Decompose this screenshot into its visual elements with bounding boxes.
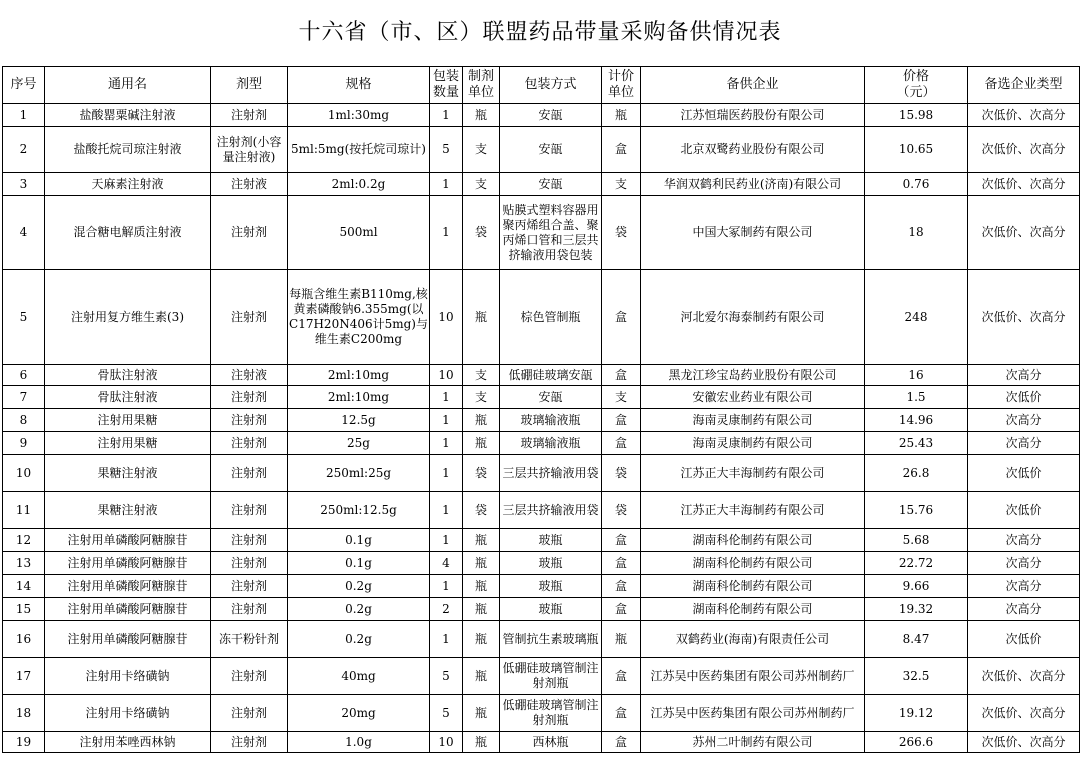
- cell-company: 河北爱尔海泰制药有限公司: [641, 270, 865, 365]
- cell-qty: 1: [430, 529, 463, 552]
- cell-spec: 500ml: [288, 196, 430, 270]
- cell-pack: 三层共挤输液用袋: [500, 492, 602, 529]
- cell-spec: 20mg: [288, 695, 430, 732]
- cell-company: 安徽宏业药业有限公司: [641, 386, 865, 409]
- cell-spec: 25g: [288, 432, 430, 455]
- cell-pack: 棕色管制瓶: [500, 270, 602, 365]
- cell-unit: 瓶: [463, 695, 500, 732]
- cell-qty: 4: [430, 552, 463, 575]
- cell-no: 15: [3, 598, 45, 621]
- cell-type: 次低价、次高分: [968, 695, 1080, 732]
- cell-no: 10: [3, 455, 45, 492]
- cell-price-unit: 袋: [602, 196, 641, 270]
- header-price-unit: [602, 67, 641, 104]
- cell-form: 注射剂: [211, 552, 288, 575]
- cell-no: 2: [3, 127, 45, 173]
- cell-qty: 1: [430, 492, 463, 529]
- cell-company: 江苏正大丰海制药有限公司: [641, 455, 865, 492]
- cell-qty: 5: [430, 658, 463, 695]
- cell-pack: 低硼硅玻璃管制注射剂瓶: [500, 695, 602, 732]
- cell-no: 4: [3, 196, 45, 270]
- cell-pack: 玻璃输液瓶: [500, 432, 602, 455]
- cell-pack: 安瓿: [500, 127, 602, 173]
- cell-no: 16: [3, 621, 45, 658]
- cell-form: 注射剂: [211, 104, 288, 127]
- cell-company: 海南灵康制药有限公司: [641, 432, 865, 455]
- cell-qty: 1: [430, 432, 463, 455]
- cell-pack: 玻瓶: [500, 598, 602, 621]
- cell-price-unit: 支: [602, 173, 641, 196]
- cell-price: 8.47: [865, 621, 968, 658]
- cell-unit: 瓶: [463, 598, 500, 621]
- cell-qty: 1: [430, 621, 463, 658]
- cell-unit: 瓶: [463, 104, 500, 127]
- cell-no: 19: [3, 732, 45, 753]
- cell-spec: 0.2g: [288, 621, 430, 658]
- cell-no: 12: [3, 529, 45, 552]
- cell-price: 15.98: [865, 104, 968, 127]
- cell-type: 次低价、次高分: [968, 104, 1080, 127]
- cell-company: 湖南科伦制药有限公司: [641, 529, 865, 552]
- cell-price-unit: 盒: [602, 365, 641, 386]
- cell-pack: 管制抗生素玻璃瓶: [500, 621, 602, 658]
- table-row: [3, 127, 1080, 173]
- cell-pack: 贴膜式塑料容器用聚丙烯组合盖、聚丙烯口管和三层共挤输液用袋包装: [500, 196, 602, 270]
- cell-unit: 瓶: [463, 658, 500, 695]
- cell-price: 32.5: [865, 658, 968, 695]
- cell-form: 注射剂: [211, 270, 288, 365]
- cell-form: 注射剂: [211, 658, 288, 695]
- cell-price-unit: 盒: [602, 409, 641, 432]
- cell-form: 注射剂: [211, 732, 288, 753]
- cell-name: 注射用卡络磺钠: [45, 695, 211, 732]
- cell-spec: 每瓶含维生素B110mg,核黄素磷酸钠6.355mg(以C17H20N406计5mg)与维生素C200mg: [288, 270, 430, 365]
- cell-pack: 西林瓶: [500, 732, 602, 753]
- cell-price-unit: 盒: [602, 529, 641, 552]
- cell-type: 次高分: [968, 365, 1080, 386]
- cell-company: 江苏吴中医药集团有限公司苏州制药厂: [641, 658, 865, 695]
- cell-price-unit: 盒: [602, 127, 641, 173]
- cell-price: 248: [865, 270, 968, 365]
- cell-pack: 玻瓶: [500, 529, 602, 552]
- table-row: [3, 409, 1080, 432]
- cell-unit: 瓶: [463, 529, 500, 552]
- cell-price: 0.76: [865, 173, 968, 196]
- cell-unit: 支: [463, 173, 500, 196]
- header-price: [865, 67, 968, 104]
- header-qty: [430, 67, 463, 104]
- cell-spec: 0.2g: [288, 575, 430, 598]
- cell-name: 果糖注射液: [45, 492, 211, 529]
- cell-price-unit: 盒: [602, 732, 641, 753]
- cell-name: 混合糖电解质注射液: [45, 196, 211, 270]
- cell-type: 次低价、次高分: [968, 196, 1080, 270]
- cell-unit: 瓶: [463, 732, 500, 753]
- cell-form: 注射剂(小容量注射液): [211, 127, 288, 173]
- cell-company: 黑龙江珍宝岛药业股份有限公司: [641, 365, 865, 386]
- cell-name: 注射用果糖: [45, 409, 211, 432]
- header-unit: [463, 67, 500, 104]
- cell-form: 注射剂: [211, 386, 288, 409]
- cell-name: 注射用单磷酸阿糖腺苷: [45, 598, 211, 621]
- cell-form: 注射剂: [211, 455, 288, 492]
- cell-type: 次低价、次高分: [968, 173, 1080, 196]
- cell-name: 注射用苯唑西林钠: [45, 732, 211, 753]
- cell-form: 注射剂: [211, 575, 288, 598]
- table-row: [3, 196, 1080, 270]
- cell-form: 注射液: [211, 173, 288, 196]
- cell-company: 北京双鹭药业股份有限公司: [641, 127, 865, 173]
- cell-qty: 10: [430, 365, 463, 386]
- table-row: [3, 552, 1080, 575]
- cell-no: 9: [3, 432, 45, 455]
- header-qty-line2: 数量: [432, 85, 459, 100]
- cell-pack: 安瓿: [500, 104, 602, 127]
- cell-price: 22.72: [865, 552, 968, 575]
- cell-unit: 袋: [463, 492, 500, 529]
- cell-spec: 0.1g: [288, 552, 430, 575]
- cell-price-unit: 盒: [602, 432, 641, 455]
- cell-price: 25.43: [865, 432, 968, 455]
- header-pack: 包装方式: [500, 67, 602, 104]
- cell-name: 注射用果糖: [45, 432, 211, 455]
- table-row: [3, 492, 1080, 529]
- cell-company: 苏州二叶制药有限公司: [641, 732, 865, 753]
- cell-form: 注射剂: [211, 409, 288, 432]
- cell-price: 1.5: [865, 386, 968, 409]
- cell-type: 次高分: [968, 432, 1080, 455]
- cell-type: 次低价: [968, 455, 1080, 492]
- cell-no: 3: [3, 173, 45, 196]
- header-type: 备选企业类型: [968, 67, 1080, 104]
- cell-form: 注射剂: [211, 529, 288, 552]
- header-spec: 规格: [288, 67, 430, 104]
- cell-spec: 0.1g: [288, 529, 430, 552]
- cell-no: 13: [3, 552, 45, 575]
- cell-type: 次低价、次高分: [968, 732, 1080, 753]
- cell-name: 盐酸罂粟碱注射液: [45, 104, 211, 127]
- cell-company: 华润双鹤利民药业(济南)有限公司: [641, 173, 865, 196]
- cell-type: 次高分: [968, 552, 1080, 575]
- cell-company: 湖南科伦制药有限公司: [641, 598, 865, 621]
- cell-company: 江苏恒瑞医药股份有限公司: [641, 104, 865, 127]
- table-row: [3, 104, 1080, 127]
- cell-qty: 1: [430, 409, 463, 432]
- cell-type: 次高分: [968, 598, 1080, 621]
- cell-price: 14.96: [865, 409, 968, 432]
- header-form: 剂型: [211, 67, 288, 104]
- cell-price: 5.68: [865, 529, 968, 552]
- cell-price-unit: 盒: [602, 552, 641, 575]
- cell-name: 注射用卡络磺钠: [45, 658, 211, 695]
- cell-unit: 瓶: [463, 575, 500, 598]
- cell-price-unit: 支: [602, 386, 641, 409]
- cell-price: 15.76: [865, 492, 968, 529]
- cell-form: 注射剂: [211, 492, 288, 529]
- cell-no: 7: [3, 386, 45, 409]
- cell-unit: 瓶: [463, 432, 500, 455]
- cell-price-unit: 盒: [602, 270, 641, 365]
- table-row: [3, 658, 1080, 695]
- table-row: [3, 598, 1080, 621]
- cell-price: 10.65: [865, 127, 968, 173]
- cell-form: 注射剂: [211, 196, 288, 270]
- cell-type: 次高分: [968, 409, 1080, 432]
- cell-name: 注射用单磷酸阿糖腺苷: [45, 529, 211, 552]
- cell-price: 19.12: [865, 695, 968, 732]
- cell-unit: 瓶: [463, 270, 500, 365]
- cell-price-unit: 袋: [602, 455, 641, 492]
- page-title: 十六省（市、区）联盟药品带量采购备供情况表: [298, 20, 782, 45]
- header-price-line1: 价格: [902, 69, 929, 84]
- cell-price-unit: 袋: [602, 492, 641, 529]
- cell-unit: 瓶: [463, 552, 500, 575]
- cell-price-unit: 盒: [602, 658, 641, 695]
- cell-type: 次高分: [968, 575, 1080, 598]
- cell-pack: 玻璃输液瓶: [500, 409, 602, 432]
- cell-no: 8: [3, 409, 45, 432]
- table-row: [3, 455, 1080, 492]
- cell-spec: 12.5g: [288, 409, 430, 432]
- cell-form: 注射液: [211, 365, 288, 386]
- cell-qty: 1: [430, 386, 463, 409]
- table-row: [3, 432, 1080, 455]
- cell-type: 次低价: [968, 386, 1080, 409]
- cell-spec: 1ml:30mg: [288, 104, 430, 127]
- table-row: [3, 695, 1080, 732]
- table-row: [3, 529, 1080, 552]
- cell-qty: 10: [430, 732, 463, 753]
- cell-company: 湖南科伦制药有限公司: [641, 552, 865, 575]
- cell-price: 26.8: [865, 455, 968, 492]
- cell-unit: 袋: [463, 455, 500, 492]
- cell-qty: 5: [430, 695, 463, 732]
- cell-spec: 2ml:10mg: [288, 386, 430, 409]
- header-unit-line2: 单位: [467, 85, 494, 100]
- table-row: [3, 270, 1080, 365]
- cell-no: 14: [3, 575, 45, 598]
- cell-price-unit: 瓶: [602, 621, 641, 658]
- cell-name: 注射用单磷酸阿糖腺苷: [45, 552, 211, 575]
- table-row: [3, 621, 1080, 658]
- cell-pack: 玻瓶: [500, 575, 602, 598]
- header-company: 备供企业: [641, 67, 865, 104]
- cell-pack: 安瓿: [500, 173, 602, 196]
- cell-form: 冻干粉针剂: [211, 621, 288, 658]
- cell-type: 次低价、次高分: [968, 270, 1080, 365]
- cell-company: 江苏吴中医药集团有限公司苏州制药厂: [641, 695, 865, 732]
- cell-name: 注射用复方维生素(3): [45, 270, 211, 365]
- header-price-line2: （元）: [896, 85, 936, 100]
- cell-type: 次低价: [968, 492, 1080, 529]
- cell-price: 16: [865, 365, 968, 386]
- cell-spec: 250ml:25g: [288, 455, 430, 492]
- cell-name: 骨肽注射液: [45, 386, 211, 409]
- cell-price-unit: 盒: [602, 575, 641, 598]
- cell-price: 18: [865, 196, 968, 270]
- cell-form: 注射剂: [211, 432, 288, 455]
- cell-unit: 瓶: [463, 409, 500, 432]
- cell-type: 次低价、次高分: [968, 127, 1080, 173]
- table-row: [3, 575, 1080, 598]
- cell-no: 11: [3, 492, 45, 529]
- header-qty-line1: 包装: [432, 69, 459, 84]
- cell-pack: 低硼硅玻璃管制注射剂瓶: [500, 658, 602, 695]
- cell-form: 注射剂: [211, 695, 288, 732]
- cell-type: 次低价: [968, 621, 1080, 658]
- cell-no: 5: [3, 270, 45, 365]
- table-row: [3, 732, 1080, 753]
- cell-price: 266.6: [865, 732, 968, 753]
- cell-qty: 1: [430, 104, 463, 127]
- cell-unit: 支: [463, 365, 500, 386]
- cell-unit: 支: [463, 386, 500, 409]
- cell-qty: 1: [430, 455, 463, 492]
- cell-spec: 2ml:10mg: [288, 365, 430, 386]
- header-name: 通用名: [45, 67, 211, 104]
- cell-company: 海南灵康制药有限公司: [641, 409, 865, 432]
- cell-qty: 1: [430, 575, 463, 598]
- cell-price-unit: 盒: [602, 598, 641, 621]
- cell-spec: 0.2g: [288, 598, 430, 621]
- cell-unit: 支: [463, 127, 500, 173]
- cell-price: 9.66: [865, 575, 968, 598]
- table-row: [3, 365, 1080, 386]
- header-unit-line1: 制剂: [467, 69, 494, 84]
- cell-no: 17: [3, 658, 45, 695]
- cell-pack: 安瓿: [500, 386, 602, 409]
- cell-name: 注射用单磷酸阿糖腺苷: [45, 621, 211, 658]
- cell-company: 江苏正大丰海制药有限公司: [641, 492, 865, 529]
- cell-type: 次高分: [968, 529, 1080, 552]
- cell-name: 盐酸托烷司琼注射液: [45, 127, 211, 173]
- cell-unit: 瓶: [463, 621, 500, 658]
- cell-qty: 5: [430, 127, 463, 173]
- cell-name: 天麻素注射液: [45, 173, 211, 196]
- table-row: [3, 173, 1080, 196]
- cell-qty: 1: [430, 173, 463, 196]
- header-row: [3, 67, 1080, 104]
- cell-no: 18: [3, 695, 45, 732]
- cell-no: 1: [3, 104, 45, 127]
- cell-qty: 10: [430, 270, 463, 365]
- cell-no: 6: [3, 365, 45, 386]
- cell-type: 次低价、次高分: [968, 658, 1080, 695]
- header-no: 序号: [3, 67, 45, 104]
- cell-spec: 40mg: [288, 658, 430, 695]
- cell-price: 19.32: [865, 598, 968, 621]
- cell-spec: 5ml:5mg(按托烷司琼计): [288, 127, 430, 173]
- cell-spec: 1.0g: [288, 732, 430, 753]
- cell-form: 注射剂: [211, 598, 288, 621]
- cell-pack: 三层共挤输液用袋: [500, 455, 602, 492]
- cell-spec: 250ml:12.5g: [288, 492, 430, 529]
- cell-price-unit: 盒: [602, 695, 641, 732]
- cell-company: 湖南科伦制药有限公司: [641, 575, 865, 598]
- cell-price-unit: 瓶: [602, 104, 641, 127]
- cell-name: 注射用单磷酸阿糖腺苷: [45, 575, 211, 598]
- cell-name: 果糖注射液: [45, 455, 211, 492]
- cell-qty: 1: [430, 196, 463, 270]
- cell-pack: 低硼硅玻璃安瓿: [500, 365, 602, 386]
- cell-pack: 玻瓶: [500, 552, 602, 575]
- cell-company: 双鹤药业(海南)有限责任公司: [641, 621, 865, 658]
- cell-unit: 袋: [463, 196, 500, 270]
- cell-company: 中国大冢制药有限公司: [641, 196, 865, 270]
- table-row: [3, 386, 1080, 409]
- procurement-table: [2, 66, 1080, 753]
- cell-qty: 2: [430, 598, 463, 621]
- header-price-unit-line1: 计价: [607, 69, 634, 84]
- header-price-unit-line2: 单位: [607, 85, 634, 100]
- cell-name: 骨肽注射液: [45, 365, 211, 386]
- cell-spec: 2ml:0.2g: [288, 173, 430, 196]
